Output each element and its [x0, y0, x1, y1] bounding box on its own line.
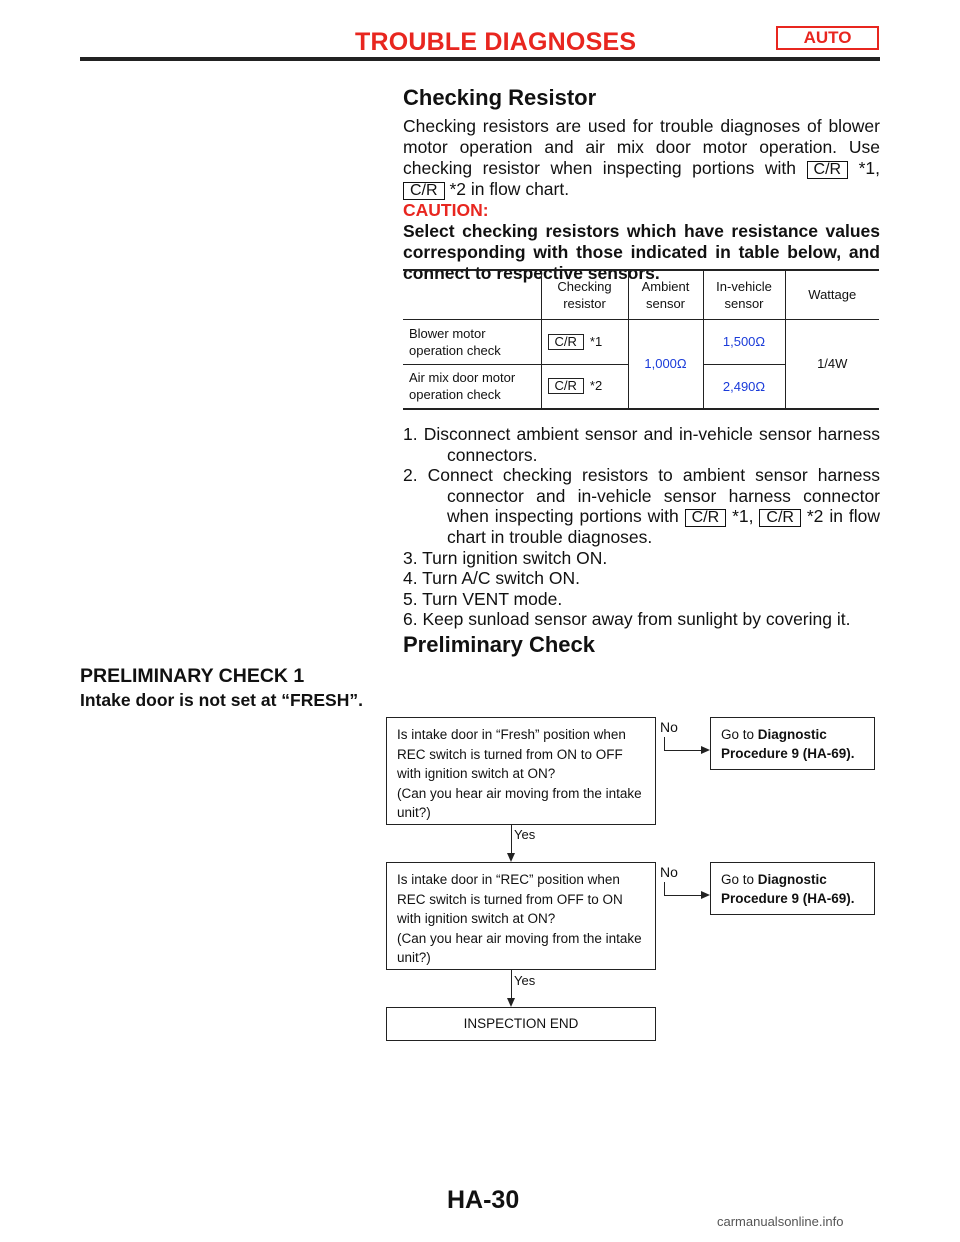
step-item — [403, 465, 880, 548]
flow-connector — [664, 750, 702, 751]
flow-no-label-2: No — [660, 864, 678, 880]
intro-text-line3: resistor when inspecting portions with — [482, 158, 796, 178]
in-vehicle-value: 1,500Ω — [703, 319, 785, 364]
procedure-steps — [403, 424, 880, 630]
preliminary-check-1-title: PRELIMINARY CHECK 1 — [80, 665, 305, 687]
flow-yes-label-2: Yes — [514, 973, 536, 988]
watermark: carmanualsonline.info — [717, 1214, 844, 1229]
star2-text: *2 in flow — [449, 179, 521, 199]
step-item: 3. Turn ignition switch ON. — [403, 547, 608, 568]
row-resistor-suffix: *2 — [589, 378, 603, 394]
caution-title: CAUTION: — [403, 200, 489, 220]
row-resistor-suffix: *1 — [589, 333, 603, 349]
step-2-star1: *1, — [732, 506, 754, 526]
ambient-value: 1,000Ω — [628, 319, 703, 409]
cr-box: C/R — [685, 509, 727, 527]
table-header-row — [403, 270, 879, 319]
wattage-value: 1/4W — [785, 319, 879, 409]
table-header-ambient-sensor: Ambient sensor — [628, 270, 703, 319]
table-header-blank — [403, 270, 541, 319]
section-badge: AUTO — [776, 26, 879, 50]
goto-target: Diagnostic Procedure 9 (HA-69). — [721, 872, 855, 906]
arrow-right-icon — [701, 891, 710, 899]
goto-target: Diagnostic Procedure 9 (HA-69). — [721, 727, 855, 761]
flow-goto-1 — [710, 717, 875, 770]
flow-goto-2 — [710, 862, 875, 915]
table-header-wattage: Wattage — [785, 270, 879, 319]
arrow-right-icon — [701, 746, 710, 754]
row-label: Blower motor operation check — [403, 319, 541, 364]
cr-box-1: C/R — [807, 161, 849, 179]
star1-text: *1, — [858, 158, 880, 178]
goto-prefix: Go to — [721, 727, 755, 742]
row-resistor-cell — [541, 364, 628, 409]
caution-body: Select checking resistors which have resistance values corresponding with those indicated in table below, and connect to respective sensors. — [403, 221, 880, 283]
step-item: 1. Disconnect ambient sensor and in-vehicle sensor harness connectors. — [403, 424, 880, 465]
header-rule — [80, 57, 880, 61]
flow-no-label-1: No — [660, 719, 678, 735]
flow-connector — [664, 737, 665, 751]
table-row — [403, 319, 879, 364]
resistor-table — [403, 269, 879, 410]
flow-connector — [511, 825, 512, 854]
flow-connector — [511, 970, 512, 999]
table-header-in-vehicle-sensor: In-vehicle sensor — [703, 270, 785, 319]
step-item: 4. Turn A/C switch ON. — [403, 568, 580, 588]
step-item: 6. Keep sunload sensor away from sunlight by covering it. — [403, 609, 851, 629]
cr-box: C/R — [759, 509, 801, 527]
row-label: Air mix door motor operation check — [403, 364, 541, 409]
preliminary-check-1-subtitle: Intake door is not set at “FRESH”. — [80, 690, 363, 710]
step-2-star2: *2 in flow chart in trouble diagnoses. — [447, 506, 880, 547]
goto-prefix: Go to — [721, 872, 755, 887]
checking-resistor-body — [403, 116, 880, 284]
cr-box: C/R — [548, 334, 584, 350]
flow-question-2: Is intake door in “REC” position when REC switch is turned from OFF to ON with ignition switch at ON? (Can you hear air moving from the intake unit?) — [386, 862, 656, 970]
cr-box: C/R — [548, 378, 584, 394]
page-number: HA-30 — [447, 1186, 520, 1214]
intro-paragraph — [403, 116, 880, 200]
in-vehicle-value: 2,490Ω — [703, 364, 785, 409]
intro-text: Checking resistors are used for trouble diagnoses of blower motor operation and air mix door motor operation. Use checking — [403, 116, 880, 178]
arrow-down-icon — [507, 998, 515, 1007]
table-header-checking-resistor: Checking resistor — [541, 270, 628, 319]
cr-box-2: C/R — [403, 182, 445, 200]
step-item: 5. Turn VENT mode. — [403, 588, 563, 609]
flow-end-box: INSPECTION END — [386, 1007, 656, 1041]
arrow-down-icon — [507, 853, 515, 862]
step-2-text: 2. Connect checking resistors to ambient sensor harness connector and in-vehicle sensor harness connector when inspecting portions with — [403, 465, 880, 526]
flow-question-1: Is intake door in “Fresh” position when REC switch is turned from ON to OFF with ignition switch at ON? (Can you hear air moving from the intake unit?) — [386, 717, 656, 825]
page-header-title: TROUBLE DIAGNOSES — [355, 28, 637, 56]
flow-connector — [664, 882, 665, 896]
flow-yes-label-1: Yes — [514, 827, 536, 842]
flow-connector — [664, 895, 702, 896]
section-title-preliminary-check: Preliminary Check — [403, 632, 595, 657]
section-title-checking-resistor: Checking Resistor — [403, 85, 597, 110]
steps-list — [403, 424, 880, 630]
row-resistor-cell — [541, 319, 628, 364]
intro-end: chart. — [525, 179, 570, 199]
